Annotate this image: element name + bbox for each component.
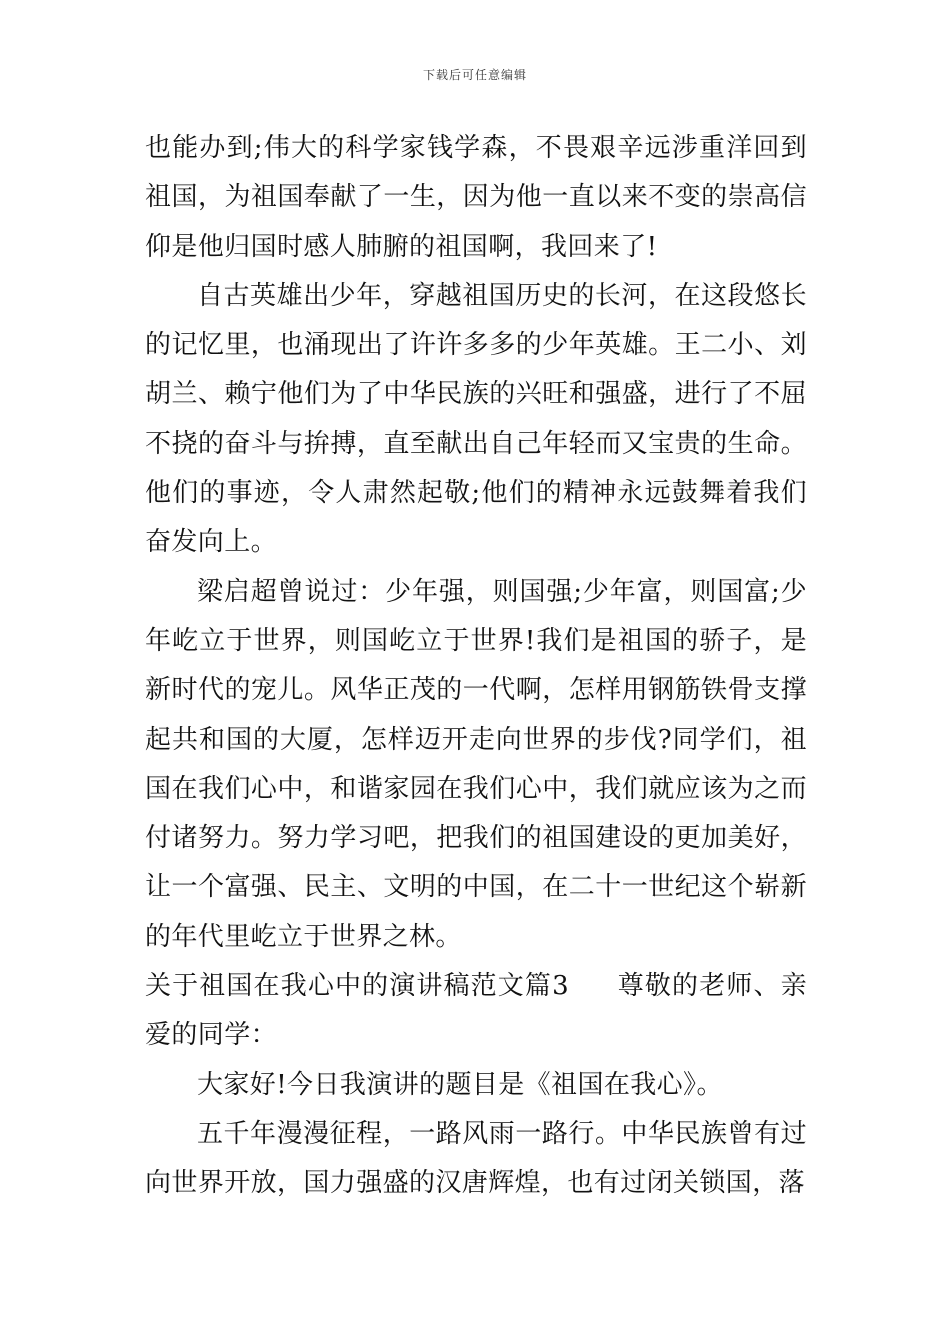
salutation: 尊敬的老师、亲爱的同学：	[145, 971, 807, 1051]
page-header: 下载后可任意编辑	[422, 68, 527, 82]
document-body	[145, 124, 807, 1209]
paragraph-liang-qichao: 梁启超曾说过：少年强，则国强;少年富，则国富;少年屹立于世界，则国屹立于世界!我们是祖国的骄子，是新时代的宠儿。风华正茂的一代啊，怎样用钢筋铁骨支撑起共和国的大厦，怎样迈开走向世界的步伐?同学们，祖国在我们心中，和谐家园在我们心中，我们就应该为之而付诸努力。努力学习吧，把我们的祖国建设的更加美好，让一个富强、民主、文明的中国，在二十一世纪这个崭新的年代里屹立于世界之林。	[145, 576, 807, 952]
section-title: 关于祖国在我心中的演讲稿范文篇3	[145, 971, 570, 1002]
paragraph-history: 五千年漫漫征程，一路风雨一路行。中华民族曾有过向世界开放，国力强盛的汉唐辉煌，也有过闭关锁国，落	[145, 1118, 807, 1199]
paragraph-greeting: 大家好!今日我演讲的题目是《祖国在我心》。	[197, 1069, 723, 1100]
paragraph-heroes: 自古英雄出少年，穿越祖国历史的长河，在这段悠长的记忆里，也涌现出了许许多多的少年英雄。王二小、刘胡兰、赖宁他们为了中华民族的兴旺和强盛，进行了不屈不挠的奋斗与拚搏，直至献出自己年轻而又宝贵的生命。他们的事迹，令人肃然起敬;他们的精神永远鼓舞着我们奋发向上。	[145, 280, 807, 558]
section-title-line	[145, 962, 807, 1061]
paragraph-continued: 也能办到;伟大的科学家钱学森，不畏艰辛远涉重洋回到祖国，为祖国奉献了一生，因为他一直以来不变的崇高信仰是他归国时感人肺腑的祖国啊，我回来了!	[145, 133, 807, 262]
